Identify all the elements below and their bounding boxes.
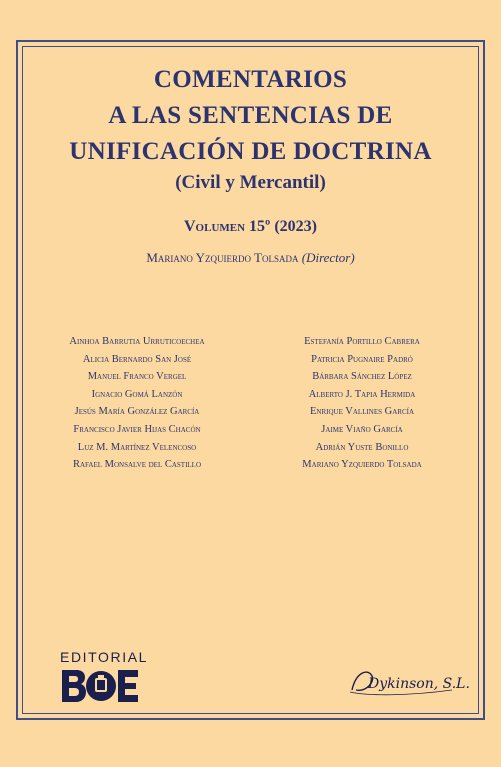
authors-left-column [32,333,242,474]
author-name: Rafael Monsalve del Castillo [72,459,202,471]
dykinson-swash-icon [348,666,470,698]
dykinson-logo [348,666,470,698]
author-name: Luz M. Martínez Velencoso [77,441,197,453]
author-name: Enrique Vallines García [309,406,415,418]
title-block [0,62,501,194]
director-name: Mariano Yzquierdo Tolsada [146,250,299,265]
author-name: Ainhoa Barrutia Urruticoechea [69,336,205,347]
subtitle: (Civil y Mercantil) [175,172,326,193]
author-name: Estefanía Portillo Cabrera [304,336,420,347]
director-role: (Director) [301,250,355,265]
author-name: Ignacio Gomá Lanzón [91,388,183,400]
title-line-1: COMENTARIOS [153,66,348,93]
title-line-3: UNIFICACIÓN DE DOCTRINA [69,138,432,165]
author-name: Alicia Bernardo San José [82,353,192,365]
author-name: Jesús María González García [74,406,200,418]
dykinson-text: Dykinson, S.L. [368,676,470,692]
boe-logo [60,668,140,704]
author-name: Francisco Javier Hijas Chacón [73,423,201,435]
author-name: Patricia Pugnaire Padró [311,353,413,365]
authors-right-column [257,333,467,474]
author-name: Jaime Viaño García [321,423,403,435]
volume-label: Volumen 15º (2023) [184,218,317,235]
author-name: Bárbara Sánchez López [312,371,412,383]
author-name: Adrián Yuste Bonillo [315,441,409,453]
director-line [0,250,501,266]
author-name: Mariano Yzquierdo Tolsada [302,459,422,471]
title-line-2: A LAS SENTENCIAS DE [108,102,393,129]
boe-publisher-logo [60,649,150,704]
author-name: Manuel Franco Vergel [87,371,187,383]
author-name: Alberto J. Tapia Hermida [308,388,416,400]
editorial-label: EDITORIAL [60,649,149,665]
